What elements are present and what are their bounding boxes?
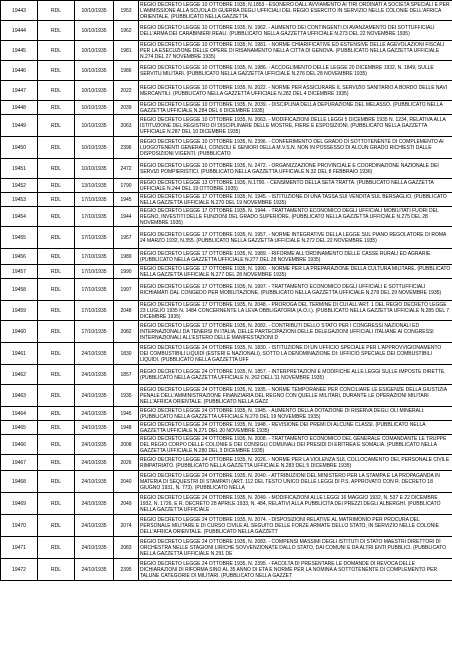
row-type: RDL	[38, 343, 75, 365]
row-description: REGIO DECRETO LEGGE 10 OTTOBRE 1935, N. 2472. - ORGANIZZAZIONE PROVINCIALE E COORDINAZIONE NAZIONALE DEI SERVIZI POMPIERISTICI. (PUBBLICATO NELLA GAZZETTA UFFICIALE N.32 DEL 8 FEBBRAIO 1936)	[139, 159, 452, 179]
row-date: 17/10/1935	[75, 301, 114, 321]
row-type: RDL	[38, 385, 75, 407]
row-code: 2082	[114, 321, 139, 343]
row-type: RDL	[38, 41, 75, 61]
row-code: 1986	[114, 61, 139, 81]
row-number: 19447	[1, 81, 38, 101]
row-type: RDL	[38, 279, 75, 301]
row-number: 19461	[1, 343, 38, 365]
row-type: RDL	[38, 115, 75, 137]
row-description: REGIO DECRETO LEGGE 17 OTTOBRE 1935, N. 2082. - CONTRIBUTI DELLO STATO PER I CONGRESSI NAZIONALI ED INTERNAZIONALI DA TENERSI IN ITALIA, DELLE PARTECIPAZIONI DELLE DELEGAZIONI UFFICIALI ITALIANE AI CONGRESSI INTERNAZIONALI ALL'ESTERO DELLE MANIFESTAZIONI D	[139, 321, 452, 343]
row-type: RDL	[38, 471, 75, 493]
row-type: RDL	[38, 1, 75, 21]
table-row	[1, 385, 452, 407]
row-number: 19469	[1, 493, 38, 515]
row-date: 24/10/1935	[75, 455, 114, 471]
row-type: RDL	[38, 159, 75, 179]
row-code: 2396	[114, 137, 139, 159]
row-code: 2083	[114, 537, 139, 559]
row-type: RDL	[38, 193, 75, 207]
row-type: RDL	[38, 61, 75, 81]
row-description: REGIO DECRETO LEGGE 24 OTTOBRE 1935, N. 2074. - DISPOSIZIONI RELATIVE AL MATRIMONIO PER PROCURA DEL PERSONALE MILITARE E DI CURSO CIVILE AL SEGUITO DELLE FORZE ARMATE DELLO STATO, IN SERVIZIO NELLE COLONIE DELL'AFRICA ORIENTALE. (PUBBLICATO NELLA GAZZETT	[139, 515, 452, 537]
row-description: REGIO DECRETO LEGGE 13 OTTOBRE 1935, N.1790. - CENSIMENTO DELLA SETA TRATTA. (PUBBLICATO NELLA GAZZETTA UFFICIALE N.244 DEL 19 OTTOBRE 1935)	[139, 179, 452, 193]
row-code: 1957	[114, 227, 139, 249]
table-row	[1, 115, 452, 137]
row-description: REGIO DECRETO LEGGE 17 OTTOBRE 1935, N. 1989. - RIFORME ALL'ORDINAMENTO DELLE CASSE RURALI ED AGRARIE. (PUBBLICATO NELLA GAZZETTA UFFICIALE N.277 DEL 28 NOVEMBRE 1935)	[139, 249, 452, 265]
row-description: REGIO DECRETO LEGGE 10 OTTOBRE 1935, N. 1986. - ACCOGLIMENTO DELLE LEGGE 20 DICEMBRE 1932, N. 1849, SULLE SERVITU MILITARI. (PUBBLICATO NELLA GAZZETTA UFFICIALE N.276 DEL 28 NOVEMBRE 1935)	[139, 61, 452, 81]
row-type: RDL	[38, 21, 75, 41]
table-row	[1, 407, 452, 421]
row-date: 17/10/1935	[75, 279, 114, 301]
row-number: 19455	[1, 227, 38, 249]
row-code: 1935	[114, 385, 139, 407]
table-row	[1, 193, 452, 207]
row-code: 1953	[114, 1, 139, 21]
row-code: 1945	[114, 193, 139, 207]
table-row	[1, 343, 452, 365]
table-row	[1, 265, 452, 279]
row-description: REGIO DECRETO LEGGE 17 OTTOBRE 1935, N. 1957. - NORME INTEGRATIVE DELLA LEGGE SUL PIANO REGOLATORE DI ROMA 24 MARZO 1932, N.355. (PUBBLICATO NELLA GAZZETTA UFFICIALE N.272 DEL 22 NOVEMBRE 1935)	[139, 227, 452, 249]
row-code: 1989	[114, 249, 139, 265]
table-row	[1, 537, 452, 559]
row-number: 19463	[1, 385, 38, 407]
row-date: 10/10/1935	[75, 137, 114, 159]
row-date: 24/10/1935	[75, 435, 114, 455]
row-type: RDL	[38, 407, 75, 421]
row-description: REGIO DECRETO LEGGE 24 OTTOBRE 1935, N. 1857. - INTERPRETAZIONI E MODIFICHE ALLE LEGGI SULLE IMPOSTE DIRETTE. (PUBBLICATO NELLA GAZZETTA UFFICIALE N. 262 DELL'11 NOVEMBRE 1935)	[139, 365, 452, 385]
row-date: 10/10/1935	[75, 61, 114, 81]
row-description: REGIO DECRETO LEGGE 24 OTTOBRE 1935, N. 1945. - AUMENTO DELLA DOTAZIONE DI RISERVA DEGLI OLI MINERALI. (PUBBLICATO NELLA GAZZETTA UFFICIALE N.270 DEL 19 NOVEMBRE 1935)	[139, 407, 452, 421]
table-row	[1, 61, 452, 81]
row-code: 2008	[114, 435, 139, 455]
row-date: 10/10/1935	[75, 101, 114, 115]
row-number: 19456	[1, 249, 38, 265]
row-date: 17/10/1935	[75, 207, 114, 227]
row-code: 2048	[114, 301, 139, 321]
row-date: 17/10/1935	[75, 265, 114, 279]
row-code: 1962	[114, 21, 139, 41]
row-type: RDL	[38, 435, 75, 455]
row-number: 19459	[1, 301, 38, 321]
row-code: 1990	[114, 265, 139, 279]
row-date: 10/10/1935	[75, 21, 114, 41]
row-description: REGIO DECRETO LEGGE 24 OTTOBRE 1935, N. 1935. - NORME TEMPORANEE PER CONCILIARE LE ESIGENZE DELLA GIUSTIZIA PENALE DELL'AMMINISTRAZIONE FINANZIARIA DEL REGNO CON QUELLE MILITARI, DURANTE LE OPERAZIONI MILITARI NELL'AFRICA ORIENTALE. (PUBBLICATO NELLA GAZZ	[139, 385, 452, 407]
decree-table-body	[1, 1, 452, 581]
row-number: 19460	[1, 321, 38, 343]
row-date: 17/10/1935	[75, 249, 114, 265]
row-date: 13/10/1935	[75, 179, 114, 193]
row-number: 19467	[1, 455, 38, 471]
row-type: RDL	[38, 81, 75, 101]
row-number: 19451	[1, 159, 38, 179]
row-description: REGIO DECRETO LEGGE 24 OTTOBRE 1935, N. 1830. - ISTITUZIONE DI UN UFFICIO SPECIALE PER L'APPROVVIGIONAMENTO DEI COMBUSTIBILI LIQUIDI (ESTERI E NAZIONALI), SOTTO LA DENOMINAZIONE DI: UFFICIO SPECIALE DEI COMBUSTIBILI LIQUIDI. (PUBBLICATO NELLA GAZZETTA UFF	[139, 343, 452, 365]
table-row	[1, 179, 452, 193]
row-description: REGIO DECRETO LEGGE 17 OTTOBRE 1935, N. 1945. - ISTITUZIONE DI UNA TASSA SUI VENDITA SUL BERSAGLIO. (PUBBLICATO NELLA GAZZETTA UFFICIALE N.270 DEL 19 NOVEMBRE 1935)	[139, 193, 452, 207]
row-type: RDL	[38, 301, 75, 321]
row-code: 2049	[114, 493, 139, 515]
row-type: RDL	[38, 559, 75, 581]
row-type: RDL	[38, 101, 75, 115]
row-code: 1981	[114, 41, 139, 61]
row-code: 1948	[114, 421, 139, 435]
row-description: REGIO DECRETO LEGGE 10 OTTOBRE 1935, N. 2063. - MODIFICAZIONI DELLE LEGGI 5 DICEMBRE 1935 N. 1234, RELATIVA ALLA ISTITUZIONE DEL REGISTRO DI DISCIPLINARE DELLE MOSTRE, FIERE E ESPOSIZIONI. (PUBBLICATO NELLA GAZZETTA UFFICIALE N.287 DEL 10 DICEMBRE 1935)	[139, 115, 452, 137]
row-date: 17/10/1935	[75, 321, 114, 343]
row-description: REGIO DECRETO LEGGE 10 OTTOBRE 1935, N.1853 - ESONERO DALL'AVVIAMENTO AI TIRI ORDINATI A SOCIETA SPECIALI E PER L'AMMISSIONE ALLA SCUOLA DI GUERRA DEGLI UFFICIALI DEL REGIO ESERCITO IN SERVIZIO NELLE COLONIE DELL'AFRICA ORIENTALE. (PUBBLICATO NELLA GAZZETTA	[139, 1, 452, 21]
row-description: REGIO DECRETO LEGGE 10 OTTOBRE 1935, N. 1962. - AUMENTO DEI CONTINGENTI DI AVANZAMENTO DEI SOTTUFFICIALI DELL'ARMA DEI CARABINIERI REALI. (PUBBLICATO NELLA GAZZETTA UFFICIALE N.273 DEL 22 NOVEMBRE 1935)	[139, 21, 452, 41]
table-row	[1, 21, 452, 41]
table-row	[1, 559, 452, 581]
row-date: 24/10/1935	[75, 537, 114, 559]
table-row	[1, 455, 452, 471]
row-date: 10/10/1935	[75, 115, 114, 137]
row-code: 1857	[114, 365, 139, 385]
row-number: 19465	[1, 421, 38, 435]
row-description: REGIO DECRETO LEGGE 24 OTTOBRE 1935, N. 2026. - NORME PER LA VIOLENZA SUL COLLOCAMENTO DEL PERSONALE CIVILE RIMPATRIATO. (PUBBLICATO NELLA GAZZETTA UFFICIALE N.283 DEL 5 DICEMBRE 1935)	[139, 455, 452, 471]
row-type: RDL	[38, 137, 75, 159]
row-type: RDL	[38, 227, 75, 249]
row-description: REGIO DECRETO LEGGE 10 OTTOBRE 1935, N. 2022. - NORME PER ASSICURARE IL SERVIZIO SANITARIO A BORDO DELLE NAVI MERCANTILI. (PUBBLICATO NELLA GAZZETTA UFFICIALE N.282 DEL 4 DICEMBRE 1935)	[139, 81, 452, 101]
table-row	[1, 365, 452, 385]
row-description: REGIO DECRETO LEGGE 17 OTTOBRE 1935, N. 1997. - TRATTAMENTO ECONOMICO DEGLI UFFICIALI E SOTTUFFICIALI RICHIAMATI DAL CONGEDO PER MOBILITAZIONE. (PUBBLICATO NELLA GAZZETTA UFFICIALE N.278 DEL 29 NOVEMBRE 1935)	[139, 279, 452, 301]
row-date: 10/10/1935	[75, 81, 114, 101]
row-date: 10/10/1935	[75, 1, 114, 21]
row-type: RDL	[38, 179, 75, 193]
table-row	[1, 301, 452, 321]
row-number: 19458	[1, 279, 38, 301]
row-description: REGIO DECRETO LEGGE 10 OTTOBRE 1935, N. 2396. - CONFERIMENTO DEL GRADO DI SOTTOTENENTE DI COMPLEMENTO AI LUOGOTENENTI GENERALI, CONSOLI E SENIORI DELLA M.V.S.N. NON IN POSSESSO DI ALCUN GRADO RICHIESTI DALLE DISPOSIZIONI VIGENTI. (PUBBLICATO	[139, 137, 452, 159]
row-description: REGIO DECRETO LEGGE 24 OTTOBRE 1935, N. 2008. - TRATTAMENTO ECONOMICO DEL GENERALE COMANDANTE LE TRUPPE DEL REGIO CORPO DELLE COLONIE E DEI CONSIGLI COMUNALI DEI PRESIDI DI ERITREA E SOMALIA. (PUBBLICATO NELLA GAZZETTA UFFICIALE N.280 DEL 3 DICEMBRE 1935)	[139, 435, 452, 455]
row-date: 17/10/1935	[75, 193, 114, 207]
row-number: 19448	[1, 101, 38, 115]
row-code: 2026	[114, 455, 139, 471]
row-description: REGIO DECRETO LEGGE 17 OTTOBRE 1935, N. 1990. - NORME PER LA PREPARAZIONE DELLA CULTURA MILITARE. (PUBBLICATO NELLA GAZZETTA UFFICIALE N.277 DEL 28 NOVEMBRE 1935)	[139, 265, 452, 279]
row-number: 19453	[1, 193, 38, 207]
row-type: RDL	[38, 365, 75, 385]
row-date: 24/10/1935	[75, 385, 114, 407]
row-date: 24/10/1935	[75, 365, 114, 385]
row-code: 2040	[114, 471, 139, 493]
row-description: REGIO DECRETO LEGGE 24 OTTOBRE 1935, N. 2083. - COMPENSI MASSIMI DEGLI ISTITUTI DI STATO MAESTRI DIRETTORI DI ORCHESTRA NELLE STAGIONI LIRICHE SOVVENZIONATE DALLO STATO, DAI COMUNI E DA ALTRI ENTI PUBBLICI. (PUBBLICATO NELLA GAZZETTA UFFICIALE N.291 DE	[139, 537, 452, 559]
row-type: RDL	[38, 249, 75, 265]
row-code: 1790	[114, 179, 139, 193]
row-description: REGIO DECRETO LEGGE 10 OTTOBRE 1935, N. 1981. - NORME CHIARIFICATIVE ED ESTENSIVE DELLE AGEVOLAZIONI FISCALI PER LA ESECUZIONE DELLE OPERE DI RISANAMENTO NELLA CITTA DI GENOVA. (PUBBLICATO NELLA GAZZETTA UFFICIALE N.274 DEL 27 NOVEMBRE 1935)	[139, 41, 452, 61]
row-number: 19464	[1, 407, 38, 421]
row-number: 19471	[1, 537, 38, 559]
row-description: REGIO DECRETO LEGGE 24 OTTOBRE 1935, N. 2395. - FACOLTA DI PRESENTARE LE DOMANDE DI REVOCA DELLE DICHIARAZIONI DI RIFORMA SINO AL 35 ANNO DI ETA E NORME PER LA NOMINA A SOTTOTENENTE DI COMPLEMENTO PER TALUNE CATEGORIE DI MILITARI. (PUBBLICATO NELLA GAZZET	[139, 559, 452, 581]
table-row	[1, 249, 452, 265]
row-description: REGIO DECRETO LEGGE 10 OTTOBRE 1935, N. 2039. - DISCIPLINA DELLA DEPURAZIONE DEL MELASSO. (PUBBLICATO NELLA GAZZETTA UFFICIALE N.284 DEL 6 DICEMBRE 1935)	[139, 101, 452, 115]
row-type: RDL	[38, 207, 75, 227]
row-number: 19462	[1, 365, 38, 385]
row-date: 10/10/1935	[75, 159, 114, 179]
row-code: 2074	[114, 515, 139, 537]
row-code: 2022	[114, 81, 139, 101]
row-number: 19468	[1, 471, 38, 493]
row-number: 19446	[1, 61, 38, 81]
table-row	[1, 227, 452, 249]
row-type: RDL	[38, 455, 75, 471]
row-number: 19470	[1, 515, 38, 537]
row-number: 19443	[1, 1, 38, 21]
table-row	[1, 321, 452, 343]
row-date: 24/10/1935	[75, 343, 114, 365]
row-code: 2039	[114, 101, 139, 115]
row-code: 2063	[114, 115, 139, 137]
row-description: REGIO DECRETO LEGGE 17 OTTOBRE 1935, N. 2048. - PROROGA DEL TERMINE DI CUI ALL'ART. 1 DEL REGIO DECRETO LEGGE 23 LUGLIO 1935 N. 1484 CONCERNENTE LA LEVA OBBLIGATORIA (A.O.I.). (PUBBLICATO NELLA GAZZETTA UFFICIALE N.285 DEL 7 DICEMBRE 1935)	[139, 301, 452, 321]
row-number: 19450	[1, 137, 38, 159]
row-number: 19445	[1, 41, 38, 61]
table-row	[1, 159, 452, 179]
row-number: 19457	[1, 265, 38, 279]
row-number: 19466	[1, 435, 38, 455]
row-description: REGIO DECRETO LEGGE 24 OTTOBRE 1935, N. 1948. - REVISIONE DEI PREMI DI ALCUNE CLASSI. (PUBBLICATO NELLA GAZZETTA UFFICIALE N.271 DEL 20 NOVEMBRE 1935)	[139, 421, 452, 435]
table-row	[1, 41, 452, 61]
table-row	[1, 101, 452, 115]
row-number: 19449	[1, 115, 38, 137]
row-type: RDL	[38, 493, 75, 515]
table-row	[1, 493, 452, 515]
row-type: RDL	[38, 321, 75, 343]
row-date: 17/10/1935	[75, 227, 114, 249]
row-code: 1997	[114, 279, 139, 301]
row-type: RDL	[38, 421, 75, 435]
row-date: 24/10/1935	[75, 493, 114, 515]
row-date: 24/10/1935	[75, 407, 114, 421]
row-number: 19452	[1, 179, 38, 193]
row-type: RDL	[38, 515, 75, 537]
row-number: 19444	[1, 21, 38, 41]
row-date: 24/10/1935	[75, 515, 114, 537]
table-row	[1, 1, 452, 21]
table-row	[1, 207, 452, 227]
row-code: 1830	[114, 343, 139, 365]
row-type: RDL	[38, 265, 75, 279]
row-code: 2472	[114, 159, 139, 179]
row-type: RDL	[38, 537, 75, 559]
row-description: REGIO DECRETO LEGGE 24 OTTOBRE 1935, N. 2049. - MODIFICAZIONI ALLE LEGGI 16 MAGGIO 1932, N. 537 E 22 DICEMBRE 1932, N. 1726, E R. DECRETO 28 APRILE 1933, N. 484, RELATIVI ALLA PUBBLICITA DEI PREZZI DEGLI ALBERGHI. (PUBBLICATO NELLA GAZZETTA UFFICIALE	[139, 493, 452, 515]
row-code: 2395	[114, 559, 139, 581]
table-row	[1, 471, 452, 493]
table-row	[1, 435, 452, 455]
row-description: REGIO DECRETO LEGGE 24 OTTOBRE 1935, N. 2040. - ATTRIBUZIONI DEL MINISTERO PER LA STAMPA E LA PROPAGANDA IN MATERIA DI SEQUESTRI DI STAMPATI (ART. 112 DEL TESTO UNICO DELLE LEGGI DI P.S. APPROVATO CON R. DECRETO 18 GIUGNO 1931, N. 773). (PUBBLICATO NELLA	[139, 471, 452, 493]
row-number: 19472	[1, 559, 38, 581]
row-number: 19454	[1, 207, 38, 227]
row-code: 1944	[114, 207, 139, 227]
row-date: 24/10/1935	[75, 471, 114, 493]
row-code: 1945	[114, 407, 139, 421]
table-row	[1, 279, 452, 301]
table-row	[1, 515, 452, 537]
table-row	[1, 137, 452, 159]
table-row	[1, 81, 452, 101]
table-row	[1, 421, 452, 435]
row-date: 10/10/1935	[75, 41, 114, 61]
row-date: 24/10/1935	[75, 421, 114, 435]
row-date: 24/10/1935	[75, 559, 114, 581]
row-description: REGIO DECRETO LEGGE 17 OTTOBRE 1935, N. 1944. - TRATTAMENTO ECONOMICO DEGLI UFFICIALI MOBILITATI FUORI DEL REGNO, INVESTITI DELLE FUNZIONI DEL GRADO SUPERIORE. (PUBBLICATO NELLA GAZZETTA UFFICIALE N.275 DEL 28 NOVEMBRE 1935)	[139, 207, 452, 227]
